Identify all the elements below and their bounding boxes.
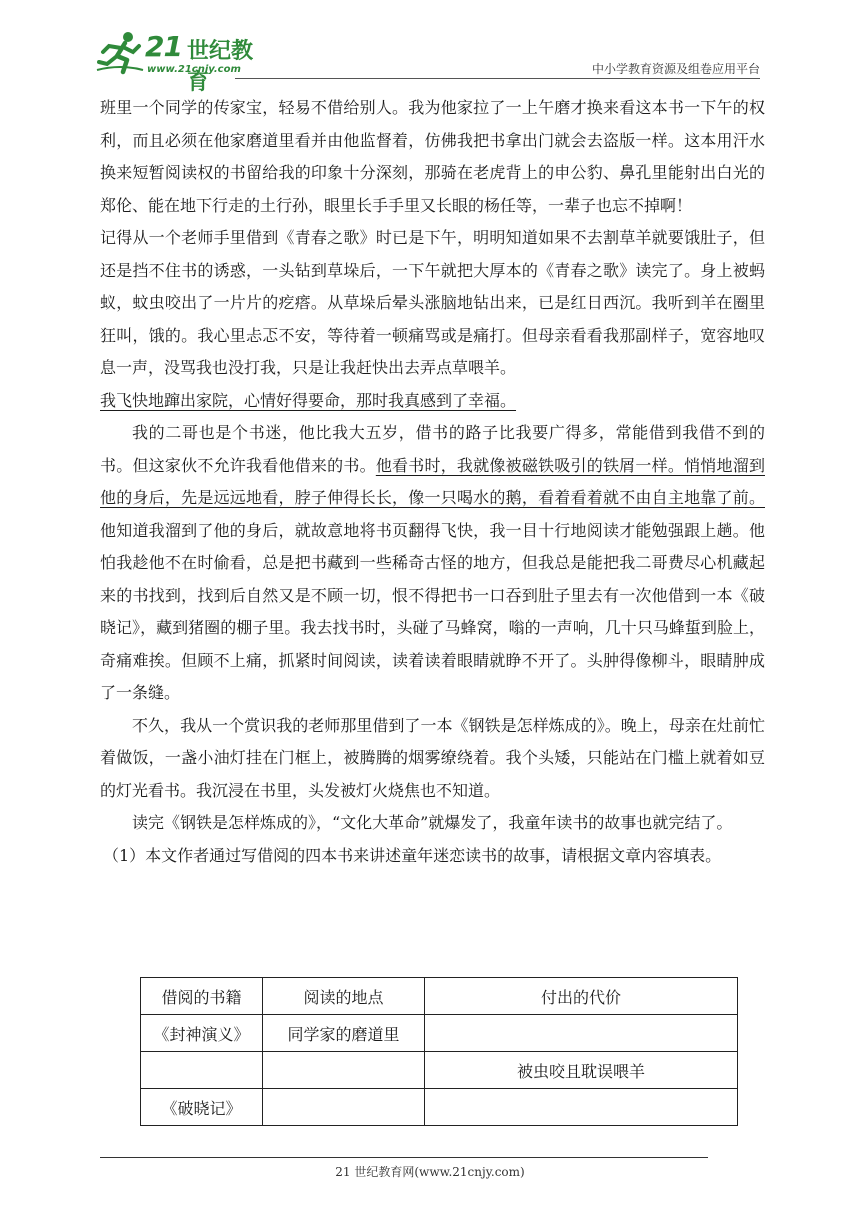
table-header-row — [141, 978, 738, 1015]
table-cell[interactable] — [263, 1089, 425, 1126]
page-footer: 21 世纪教育网(www.21cnjy.com) — [335, 1165, 525, 1179]
table-row — [141, 1089, 738, 1126]
table-cell[interactable] — [263, 1052, 425, 1089]
table-row — [141, 1015, 738, 1052]
paragraph-3-text-b: 他知道我溜到了他的身后，就故意地将书页翻得飞快，我一目十行地阅读才能勉强跟上趟。他怕我趁他不在时偷看，总是把书藏到一些稀奇古怪的地方，但我总是能把我二哥费尽心机藏起来的书找到，找到后自然又是不顾一切，恨不得把书一口吞到肚子里去有一次他借到一本《破晓记》，藏到猪圈的棚子里。我去找书时，头碰了马蜂窝，嗡的一声响，几十只马蜂蜇到脸上，奇痛难挨。但顾不上痛，抓紧时间阅读，读着读着眼睛就睁不开了。头肿得像柳斗，眼睛肿成了一条缝。 — [100, 520, 765, 702]
paragraph-2 — [100, 222, 765, 417]
reading-passage — [100, 92, 765, 872]
page-header — [95, 28, 760, 95]
logo-url: www.21cnjy.com — [147, 64, 241, 75]
footer-divider — [100, 1157, 708, 1158]
question-1: （1）本文作者通过写借阅的四本书来讲述童年迷恋读书的故事，请根据文章内容填表。 — [103, 845, 722, 865]
paragraph-1: 班里一个同学的传家宝，轻易不借给别人。我为他家拉了一上午磨才换来看这本书一下午的权利，而且必须在他家磨道里看并由他监督着，仿佛我把书拿出门就会去盗版一样。这本用汗水换来短暂阅读权的书留给我的印象十分深刻，那骑在老虎背上的申公豹、鼻孔里能射出白光的郑伦、能在地下行走的土行孙，眼里长手手里又长眼的杨任等，一辈子也忘不掉啊！ — [100, 98, 765, 215]
table-cell: 被虫咬且耽误喂羊 — [425, 1052, 738, 1089]
table-header-cell: 付出的代价 — [425, 978, 738, 1015]
table-header-cell: 阅读的地点 — [263, 978, 425, 1015]
runner-logo-icon — [95, 30, 145, 76]
paragraph-3 — [100, 417, 765, 710]
table-row — [141, 1052, 738, 1089]
paragraph-2-text: 记得从一个老师手里借到《青春之歌》时已是下午，明明知道如果不去割草羊就要饿肚子，但还是挡不住书的诱惑，一头钻到草垛后，一下午就把大厚本的《青春之歌》读完了。身上被蚂蚁，蚊虫咬出了一片片的疙瘩。从草垛后晕头涨脑地钻出来，已是红日西沉。我听到羊在圈里狂叫，饿的。我心里忐忑不安，等待着一顿痛骂或是痛打。但母亲看看我那副样子，宽容地叹息一声，没骂我也没打我，只是让我赶快出去弄点草喂羊。 — [100, 228, 765, 377]
table-cell[interactable] — [425, 1089, 738, 1126]
table-cell: 《破晓记》 — [141, 1089, 263, 1126]
answer-table — [140, 977, 738, 1126]
paragraph-4: 不久，我从一个赏识我的老师那里借到了一本《钢铁是怎样炼成的》。晚上，母亲在灶前忙着做饭，一盏小油灯挂在门框上，被腾腾的烟雾缭绕着。我个头矮，只能站在门槛上就着如豆的灯光看书。我沉浸在书里，头发被灯火烧焦也不知道。 — [100, 715, 765, 800]
table-cell[interactable] — [141, 1052, 263, 1089]
table-cell[interactable] — [425, 1015, 738, 1052]
site-title: 中小学教育资源及组卷应用平台 — [591, 62, 760, 76]
table-cell: 同学家的磨道里 — [263, 1015, 425, 1052]
underlined-sentence-2: 他看书时，我就像被磁铁吸引的铁屑一样。悄悄地溜到他的身后，先是远远地看，脖子伸得长长，像一只喝水的鹅，看着看着就不由自主地靠了前。 — [100, 455, 765, 507]
header-divider — [235, 78, 760, 79]
site-logo — [95, 28, 265, 95]
paragraph-5: 读完《钢铁是怎样炼成的》，“文化大革命”就爆发了，我童年读书的故事也就完结了。 — [132, 813, 733, 832]
logo-number: 21 — [145, 30, 182, 63]
paragraph-3-text-a: 我的二哥也是个书迷，他比我大五岁，借书的路子比我要广得多，常能借到我借不到的书。但这家伙不允许我看他借来的书。 — [100, 423, 765, 475]
table-cell: 《封神演义》 — [141, 1015, 263, 1052]
logo-text: 世纪教育 — [187, 39, 254, 95]
underlined-sentence-1: 我飞快地蹿出家院，心情好得要命，那时我真感到了幸福。 — [100, 390, 517, 410]
table-header-cell: 借阅的书籍 — [141, 978, 263, 1015]
